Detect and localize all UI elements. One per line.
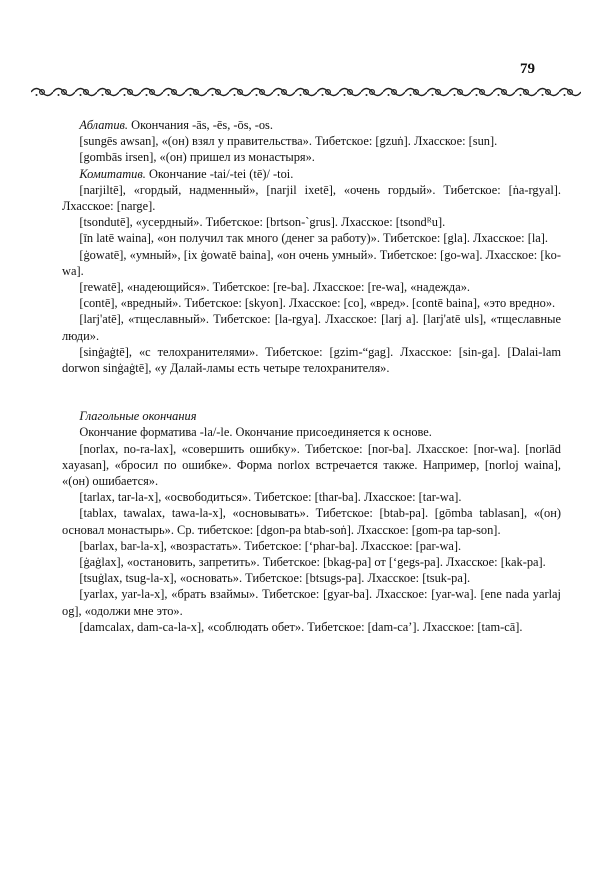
paragraph-text: [tsuġlax, tsug-la-x], «основать». Тибетское: [btsugs-pa]. Лхасское: [tsuk-pa]. <box>79 571 471 586</box>
paragraph-text: [rewatē], «надеющийся». Тибетское: [re-ba]. Лхасское: [re-wa], «надежда». <box>79 280 471 295</box>
paragraph <box>62 182 561 214</box>
paragraph <box>62 311 561 343</box>
paragraph <box>62 441 561 490</box>
paragraph <box>62 554 561 570</box>
paragraph <box>62 117 561 133</box>
paragraph-text: [sungēs awsan], «(он) взял у правительства». Тибетское: [gzuṅ]. Лхасское: [sun]. <box>79 134 498 149</box>
paragraph-text: [yarlax, yar-la-x], «брать взаймы». Тибетское: [gyar-ba]. Лхасское: [yar-wa]. [ene nada yarlaj og], «одолжи мне это». <box>62 587 561 618</box>
paragraph <box>62 149 561 165</box>
paragraph <box>62 214 561 230</box>
paragraph <box>62 247 561 279</box>
paragraph <box>62 489 561 505</box>
paragraph <box>62 538 561 554</box>
document-body <box>62 117 561 635</box>
paragraph <box>62 586 561 618</box>
paragraph-text: [larj'atē], «тщеславный». Тибетское: [la-rgya]. Лхасское: [larj a]. [larj'atē uls], «тщеславные люди». <box>62 312 561 343</box>
section-heading: Глагольные окончания <box>79 409 197 424</box>
paragraph <box>62 424 561 440</box>
paragraph-heading: Комитатив. <box>79 166 146 181</box>
paragraph <box>62 344 561 376</box>
paragraph-text: Окончания -ās, -ēs, -ōs, -os. <box>128 118 273 132</box>
paragraph-text: [tablax, tawalax, tawa-la-x], «основывать». Тибетское: [btab-pa]. [gōmba tablasan], «(он) основал монастырь». Ср. тибетское: [dgon-pa btab-soṅ]. Лхасское: [gom-pa tap-son]. <box>62 506 561 537</box>
paragraph-text: [ġowatē], «умный», [ix ġowatē baina], «он очень умный». Тибетское: [go-wa]. Лхасское: [ko-wa]. <box>62 247 561 278</box>
paragraph <box>62 279 561 295</box>
page-number: 79 <box>520 61 535 77</box>
paragraph <box>62 619 561 635</box>
paragraph <box>62 230 561 246</box>
paragraph-text: [ġaġlax], «остановить, запретить». Тибетское: [bkag-pa] от [‘gegs-pa]. Лхасское: [kak-pa]. <box>79 555 546 570</box>
paragraph-text: [narjiltē], «гордый, надменный», [narjil ixetē], «очень гордый». Тибетское: [ṅa-rgyal]. Лхасское: [narge]. <box>62 182 561 214</box>
paragraph <box>62 295 561 311</box>
paragraph-text: [tarlax, tar-la-x], «освободиться». Тибетское: [thar-ba]. Лхасское: [tar-wa]. <box>79 490 462 505</box>
paragraph <box>62 166 561 182</box>
section-heading-paragraph <box>62 408 561 424</box>
paragraph-text: Окончание формативa -la/-le. Окончание присоединяется к основе. <box>79 425 432 440</box>
ornamental-border <box>31 84 581 100</box>
paragraph-text: [gombās irsen], «(он) пришел из монастыря». <box>79 150 315 165</box>
paragraph-text: [sinġaġtē], «с телохранителями». Тибетское: [gzim-“gag]. Лхасское: [sin-ga]. [Dalai-lam dorwon sinġaġtē], «у Далай-ламы есть четыре телохранителя». <box>62 344 561 376</box>
paragraph-text: [tsondutē], «усердный». Тибетское: [brtson-`grus]. Лхасское: [tsondᴿu]. <box>79 215 446 230</box>
paragraph <box>62 133 561 149</box>
paragraph-text: [norlax, no-ra-lax], «совершить ошибку». Тибетское: [nor-ba]. Лхасское: [nor-wa]. [norlād xayasan], «бросил по ошибке». Форма norlox встречается также. Например, [norloj waina], «(он) ошибается». <box>62 441 561 489</box>
paragraph-text: [contē], «вредный». Тибетское: [skyon]. Лхасское: [co], «вред». [contē baina], «это вредно». <box>79 296 556 311</box>
paragraph <box>62 570 561 586</box>
paragraph-text: Окончание -tai/-tei (tē)/ -toi. <box>145 166 294 181</box>
paragraph-text: [barlax, bar-la-x], «возрастать». Тибетское: [‘phar-ba]. Лхасское: [par-wa]. <box>79 538 462 553</box>
paragraph-heading: Аблатив. <box>79 118 129 132</box>
paragraph-text: [īn latē waina], «он получил так много (денег за работу)». Тибетское: [gla]. Лхасское: [la]. <box>79 231 549 246</box>
paragraph <box>62 505 561 537</box>
paragraph-text: [damcalax, dam-ca-la-x], «соблюдать обет». Тибетское: [dam-ca’]. Лхасское: [tam-cā]. <box>79 619 523 634</box>
